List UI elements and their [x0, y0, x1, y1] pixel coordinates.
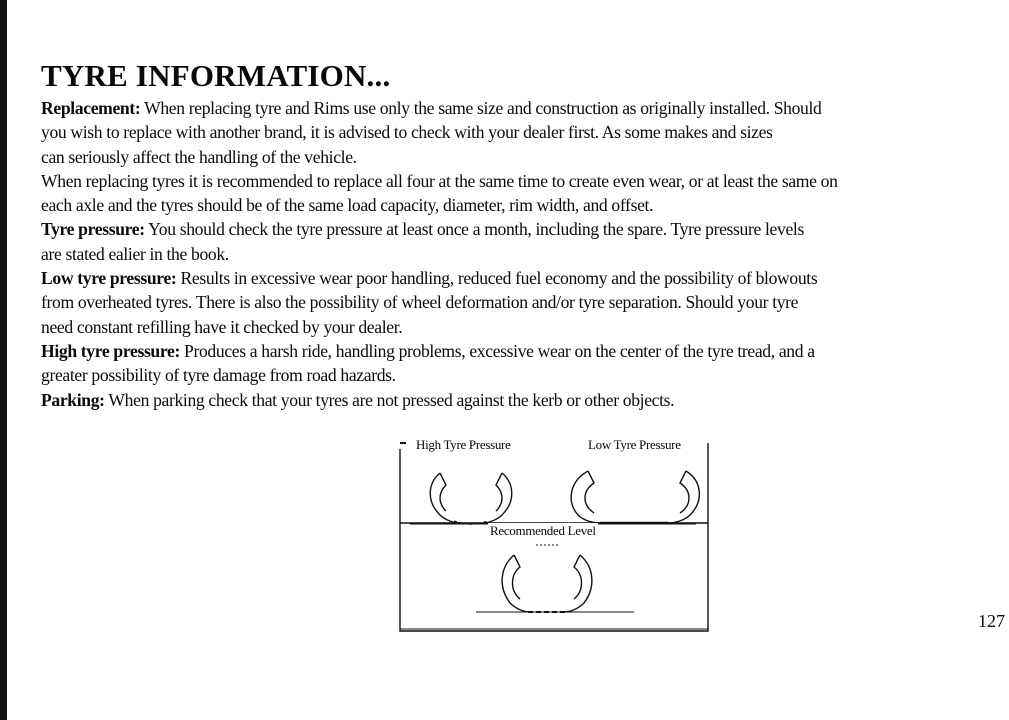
- text-line: can seriously affect the handling of the vehicle.: [41, 146, 357, 167]
- text-line: Produces a harsh ride, handling problems, excessive wear on the center of the tyre tread, and a: [184, 340, 815, 361]
- body-text: [41, 96, 1009, 412]
- text-line: greater possibility of tyre damage from road hazards.: [41, 365, 396, 386]
- recommended-pressure-tyre-icon: [502, 545, 592, 612]
- text-line: When replacing tyre and Rims use only the same size and construction as originally installed. Should: [144, 98, 822, 118]
- text-line: you wish to replace with another brand, it is advised to check with your dealer first. As some makes and sizes: [41, 122, 773, 143]
- page-number: 127: [978, 611, 1005, 631]
- term-low-pressure: Low tyre pressure:: [41, 268, 177, 289]
- text-line: When replacing tyres it is recommended to replace all four at the same time to create even wear, or at least the same on: [41, 170, 838, 191]
- term-parking: Parking:: [41, 389, 105, 410]
- term-replacement: Replacement:: [41, 98, 141, 118]
- paragraph-parking: [41, 388, 1009, 412]
- text-line: from overheated tyres. There is also the possibility of wheel deformation and/or tyre separation. Should your tyre: [41, 292, 799, 313]
- paragraph-tyre-pressure: [41, 217, 1009, 266]
- paragraph-replacement: [41, 96, 1009, 169]
- paragraph-high-pressure: [41, 339, 1009, 388]
- term-tyre-pressure: Tyre pressure:: [41, 219, 145, 240]
- low-pressure-label: Low Tyre Pressure: [588, 437, 681, 452]
- text-line: You should check the tyre pressure at least once a month, including the spare. Tyre pressure levels: [148, 219, 804, 240]
- text-line: are stated ealier in the book.: [41, 243, 229, 264]
- low-pressure-tyre-icon: [571, 471, 699, 523]
- paragraph-replacement-note: [41, 169, 1009, 218]
- paragraph-low-pressure: [41, 266, 1009, 339]
- high-pressure-tyre-icon: [430, 473, 512, 524]
- term-high-pressure: High tyre pressure:: [41, 340, 180, 361]
- text-line: each axle and the tyres should be of the same load capacity, diameter, rim width, and offset.: [41, 195, 654, 216]
- text-line: need constant refilling have it checked by your dealer.: [41, 316, 403, 337]
- page-edge-shadow: [0, 0, 7, 720]
- recommended-level-label: Recommended Level: [490, 523, 596, 538]
- page-title: TYRE INFORMATION...: [41, 58, 391, 93]
- text-line: Results in excessive wear poor handling, reduced fuel economy and the possibility of blowouts: [180, 268, 818, 289]
- text-line: When parking check that your tyres are not pressed against the kerb or other objects.: [108, 389, 675, 410]
- high-pressure-label: High Tyre Pressure: [416, 437, 511, 452]
- tyre-pressure-diagram: [396, 435, 712, 635]
